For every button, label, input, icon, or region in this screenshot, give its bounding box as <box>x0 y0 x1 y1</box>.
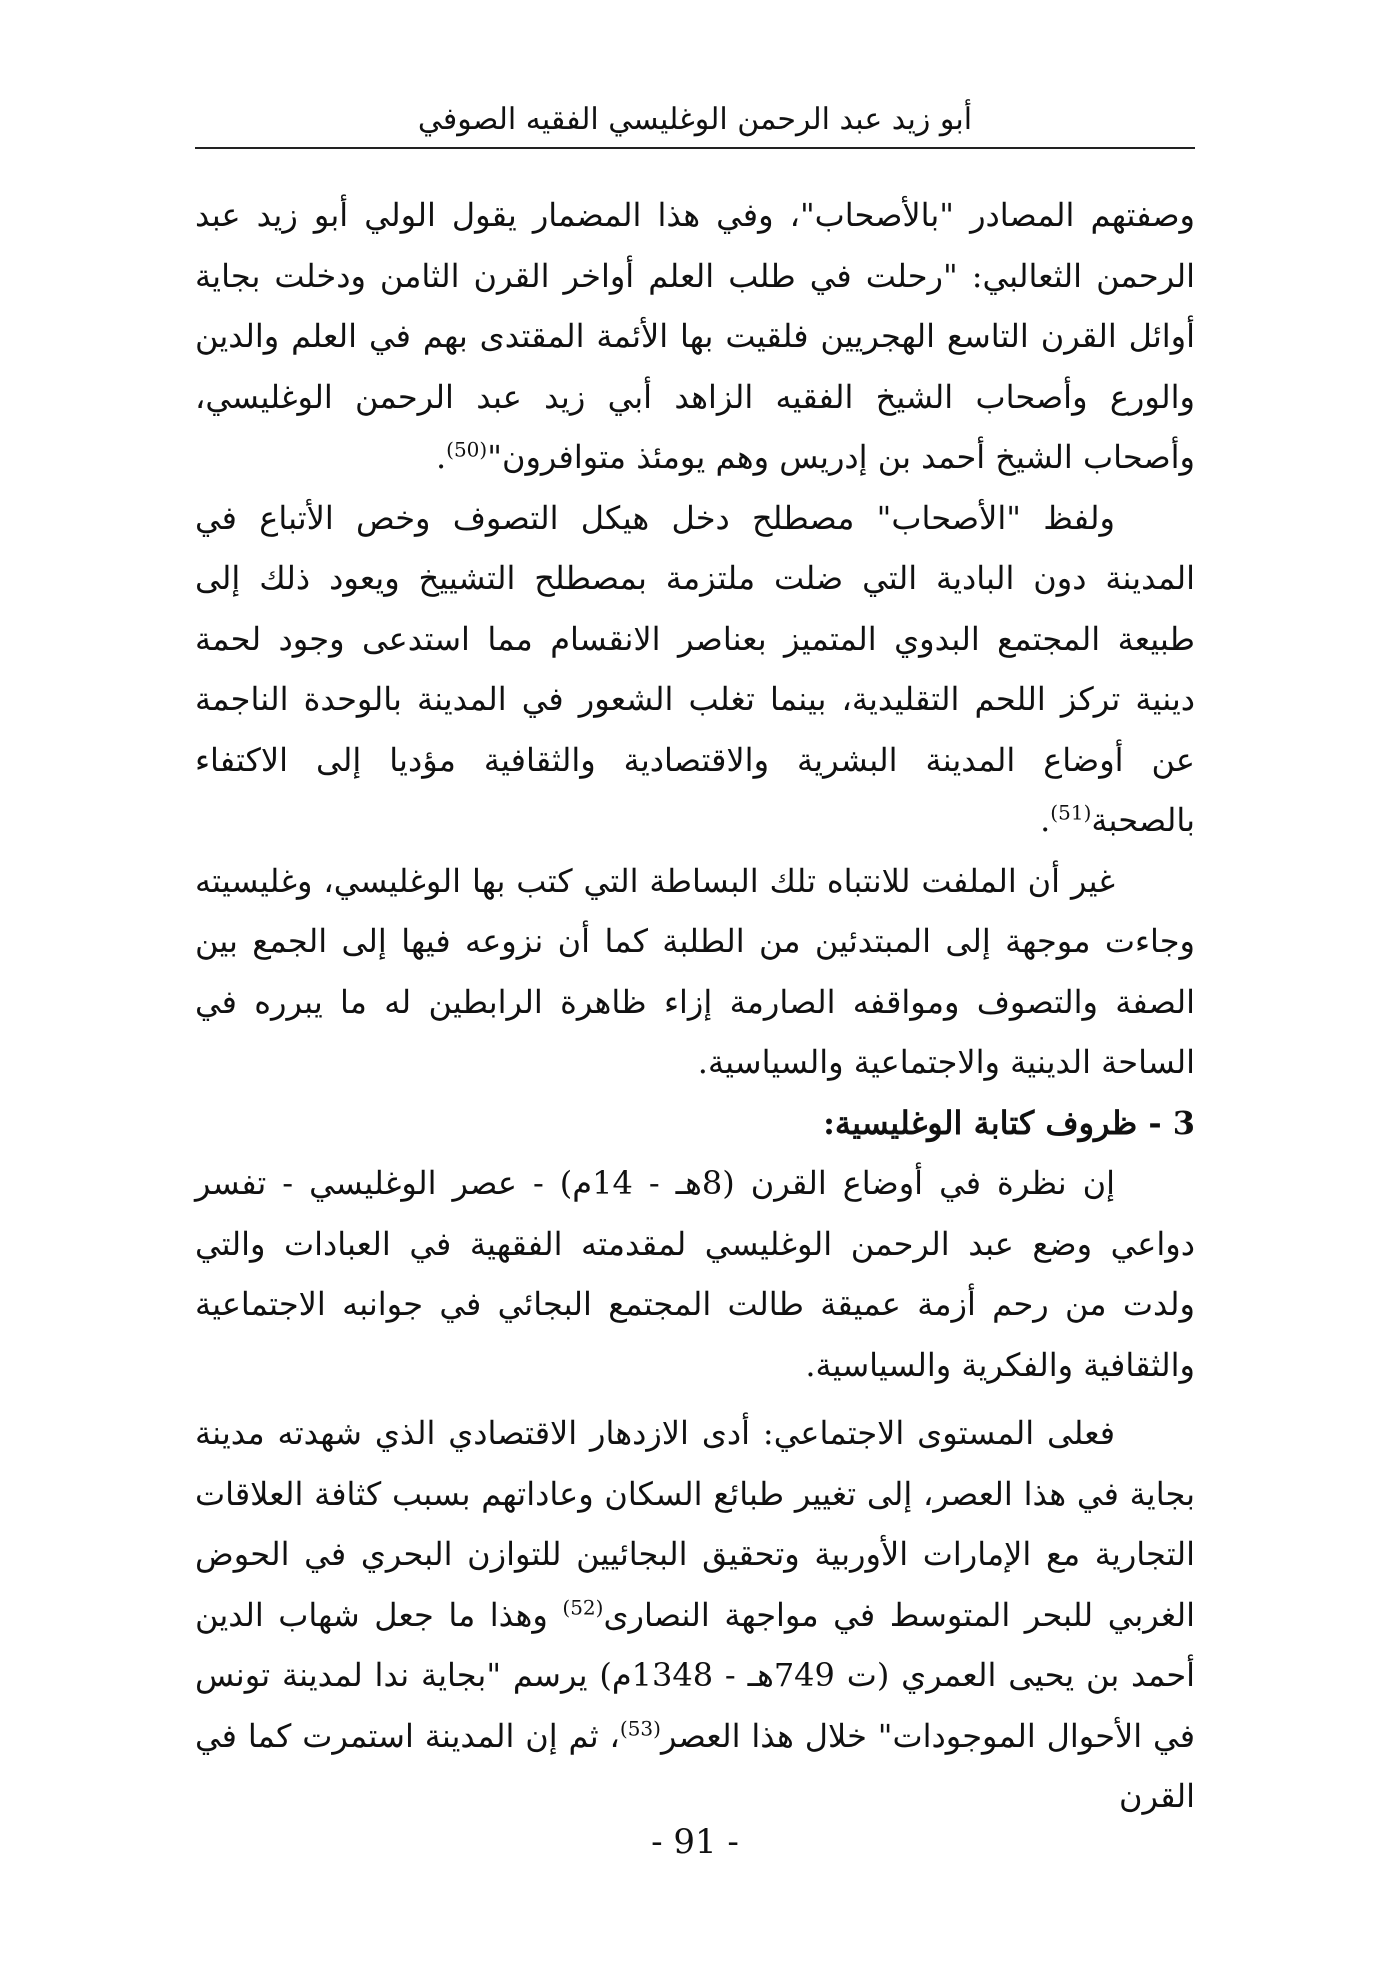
paragraph-2 <box>195 488 1195 851</box>
footnote-ref-51[interactable]: (51) <box>1050 800 1092 825</box>
section-heading: 3 - ظروف كتابة الوغليسية: <box>823 1103 1195 1142</box>
footnote-ref-50[interactable]: (50) <box>446 437 488 462</box>
paragraph-2-tail: . <box>1040 801 1051 839</box>
paragraph-3-text: غير أن الملفت للانتباه تلك البساطة التي كتب بها الوغليسي، وغليسيته وجاءت موجهة إلى المبتدئين من الطلبة كما أن نزوعه فيها إلى الجمع بين الصفة والتصوف ومواقفه الصارمة إزاء ظاهرة الرابطين له ما يبرره في الساحة الدينية والاجتماعية والسياسية. <box>195 861 1195 1081</box>
body-text <box>195 185 1195 1827</box>
paragraph-5-text-c: ، ثم إن المدينة استمرت كما في القرن <box>195 1716 1195 1815</box>
paragraph-3 <box>195 851 1195 1093</box>
footnote-ref-53[interactable]: (53) <box>619 1715 661 1740</box>
paragraph-5-text-b: وهذا ما جعل شهاب الدين أحمد بن يحيى العمري (ت 749هـ - 1348م) يرسم "بجاية ندا لمدينة تونس في الأحوال الموجودات" خلال هذا العصر <box>195 1595 1196 1755</box>
paragraph-4 <box>195 1153 1195 1395</box>
paragraph-1-text: وصفتهم المصادر "بالأصحاب"، وفي هذا المضمار يقول الولي أبو زيد عبد الرحمن الثعالبي: "رحلت في طلب العلم أواخر القرن الثامن ودخلت بجاية أوائل القرن التاسع الهجريين فلقيت بها الأئمة المقتدى بهم في العلم والدين والورع وأصحاب الشيخ الفقيه الزاهد أبي زيد عبد الرحمن الوغليسي، وأصحاب الشيخ أحمد بن إدريس وهم يومئذ متوافرون" <box>195 196 1196 476</box>
header-rule <box>195 147 1195 149</box>
footnote-ref-52[interactable]: (52) <box>562 1594 604 1619</box>
paragraph-1 <box>195 185 1195 488</box>
paragraph-2-text: ولفظ "الأصحاب" مصطلح دخل هيكل التصوف وخص الأتباع في المدينة دون البادية التي ضلت ملتزمة بمصطلح التشييخ ويعود ذلك إلى طبيعة المجتمع البدوي المتميز بعناصر الانقسام مما استدعى وجود لحمة دينية تركز اللحم التقليدية، بينما تغلب الشعور في المدينة بالوحدة الناجمة عن أوضاع المدينة البشرية والاقتصادية والثقافية مؤديا إلى الاكتفاء بالصحبة <box>195 498 1196 839</box>
paragraph-5-text-a: فعلى المستوى الاجتماعي: أدى الازدهار الاقتصادي الذي شهدته مدينة بجاية في هذا العصر، إلى تغيير طبائع السكان وعاداتهم بسبب كثافة العلاقات التجارية مع الإمارات الأوربية وتحقيق البجائيين للتوازن البحري في الحوض الغربي للبحر المتوسط في مواجهة النصارى <box>195 1414 1196 1634</box>
paragraph-1-tail: . <box>435 438 447 476</box>
page-number: - 91 - <box>651 1822 739 1862</box>
paragraph-5 <box>195 1403 1195 1827</box>
paragraph-4-text: إن نظرة في أوضاع القرن (8هـ - 14م) - عصر الوغليسي - تفسر دواعي وضع عبد الرحمن الوغليسي لمقدمته الفقهية في العبادات والتي ولدت من رحم أزمة عميقة طالت المجتمع البجائي في جوانبه الاجتماعية والثقافية والفكرية والسياسية. <box>195 1164 1196 1384</box>
running-title: أبو زيد عبد الرحمن الوغليسي الفقيه الصوفي <box>417 102 973 137</box>
